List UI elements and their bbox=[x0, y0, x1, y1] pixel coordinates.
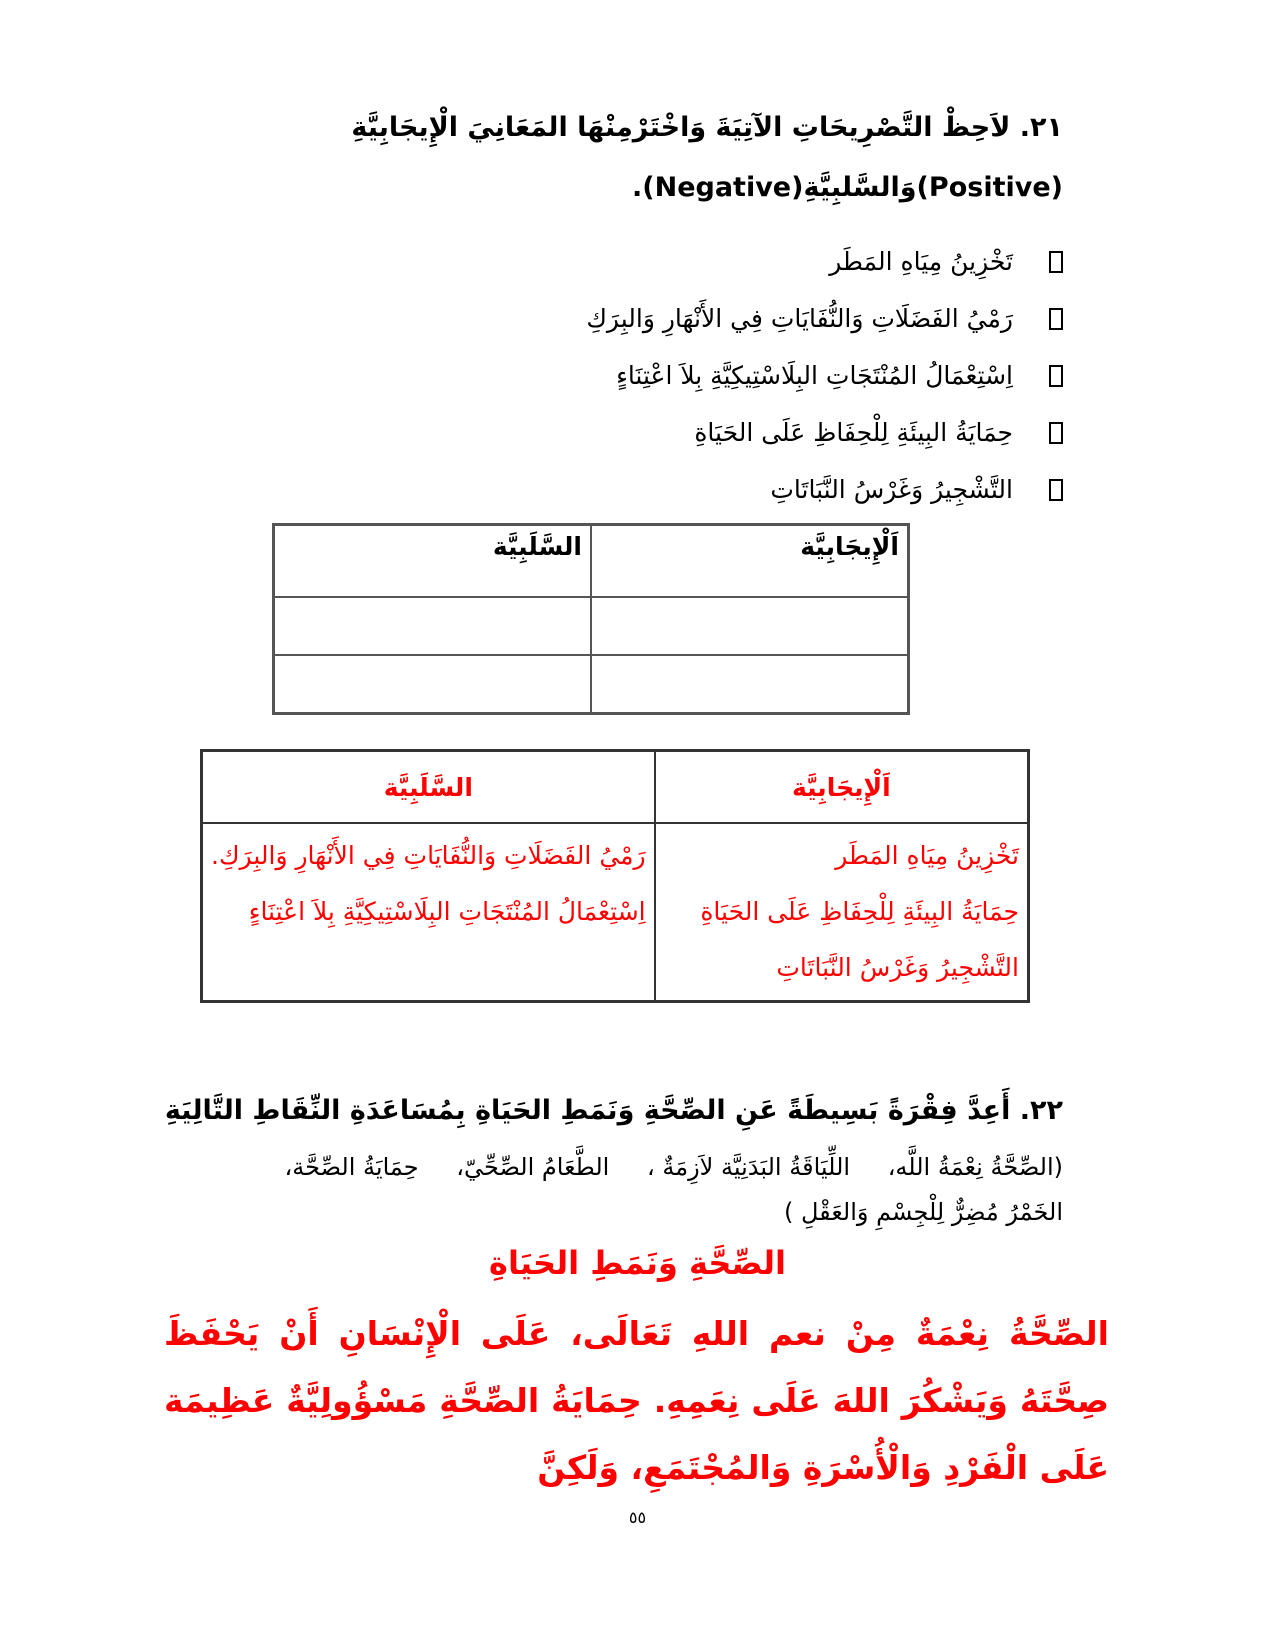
statement-text: التَّشْجِيرُ وَغَرْسُ النَّبَاتَاتِ bbox=[770, 475, 1013, 504]
positive-header: اَلْإِيجَابِيَّة bbox=[591, 525, 909, 598]
checkbox-icon[interactable] bbox=[1049, 251, 1063, 273]
hint-item: اللِّيَاقَةُ البَدَنِيَّة لاَزِمَةٌ ، bbox=[646, 1153, 851, 1181]
answer-item: التَّشْجِيرُ وَغَرْسُ النَّبَاتَاتِ bbox=[776, 953, 1019, 982]
answer-positive-cell bbox=[655, 823, 1029, 1002]
statement-list bbox=[443, 233, 1063, 518]
checkbox-icon[interactable] bbox=[1049, 422, 1063, 444]
q21-title-line1: ٢١. لاَحِظْ التَّصْرِيحَاتِ الآتِيَةَ وَاخْتَرْمِنْهَا المَعَانِيَ الْإِيجَابِيَّةِ bbox=[351, 112, 1063, 143]
answer-item: تَخْزِينُ مِيَاهِ المَطَر bbox=[835, 841, 1019, 870]
answer-negative-header: السَّلَبِيَّة bbox=[202, 751, 655, 824]
page-number: ٥٥ bbox=[628, 1508, 647, 1527]
statement-text: رَمْيُ الفَضَلَاتِ وَالنُّفَايَاتِ فِي الأَنْهَارِ وَالبِرَكِ bbox=[586, 304, 1013, 333]
answer-table bbox=[200, 749, 1030, 1003]
answer-item: حِمَايَةُ البِيئَةِ لِلْحِفَاظِ عَلَى الحَيَاةِ bbox=[700, 897, 1019, 926]
answer-positive-header: اَلْإِيجَابِيَّة bbox=[655, 751, 1029, 824]
hint-item: الطَّعَامُ الصِّحِّيّ، bbox=[456, 1153, 610, 1181]
blank-cell[interactable] bbox=[591, 597, 909, 655]
negative-header: السَّلَبِيَّة bbox=[274, 525, 592, 598]
statement-item bbox=[443, 290, 1063, 347]
blank-classification-table bbox=[272, 523, 910, 715]
hints-line1 bbox=[255, 1153, 1064, 1181]
checkbox-icon[interactable] bbox=[1049, 365, 1063, 387]
answer-negative-cell bbox=[202, 823, 655, 1002]
statement-item bbox=[443, 347, 1063, 404]
statement-text: اِسْتِعْمَالُ المُنْتَجَاتِ البِلَاسْتِيكِيَّةِ بِلاَ اعْتِنَاءٍ bbox=[616, 361, 1013, 390]
q21-title-line2: (Positive)وَالسَّلبِيَّةِ(Negative). bbox=[631, 172, 1063, 203]
answer-item: رَمْيُ الفَضَلَاتِ وَالنُّفَايَاتِ فِي الأَنْهَارِ وَالبِرَكِ. bbox=[211, 841, 646, 870]
checkbox-icon[interactable] bbox=[1049, 479, 1063, 501]
blank-cell[interactable] bbox=[274, 655, 592, 714]
statement-text: تَخْزِينُ مِيَاهِ المَطَر bbox=[829, 247, 1013, 276]
blank-cell[interactable] bbox=[274, 597, 592, 655]
hints-line2: الخَمْرُ مُضِرٌّ لِلْجِسْمِ وَالعَقْلِ ) bbox=[784, 1198, 1063, 1226]
essay-paragraph: الصِّحَّةُ نِعْمَةٌ مِنْ نعم اللهِ تَعَالَى، عَلَى الْإِنْسَانِ أَنْ يَحْفَظَ صِحَّتَهُ وَيَشْكُرَ اللهَ عَلَى نِعَمِهِ. حِمَايَةُ الصِّحَّةِ مَسْؤُولِيَّةٌ عَظِيمَة عَلَى الْفَرْدِ وَالْأُسْرَةِ وَالمُجْتَمَعِ، وَلَكِنَّ bbox=[164, 1314, 1109, 1487]
hint-item: (الصِّحَّةُ نِعْمَةُ اللَّه، bbox=[887, 1153, 1063, 1181]
essay-title: الصِّحَّةِ وَنَمَطِ الحَيَاةِ bbox=[489, 1244, 786, 1282]
hint-item: حِمَايَةُ الصِّحَّة، bbox=[284, 1153, 419, 1181]
checkbox-icon[interactable] bbox=[1049, 308, 1063, 330]
statement-item bbox=[443, 233, 1063, 290]
statement-text: حِمَايَةُ البِيئَةِ لِلْحِفَاظِ عَلَى الحَيَاةِ bbox=[694, 418, 1013, 447]
answer-item: اِسْتِعْمَالُ المُنْتَجَاتِ البِلَاسْتِيكِيَّةِ بِلاَ اعْتِنَاءٍ bbox=[248, 897, 646, 926]
statement-item bbox=[443, 404, 1063, 461]
statement-item bbox=[443, 461, 1063, 518]
blank-cell[interactable] bbox=[591, 655, 909, 714]
q22-prompt: ٢٢. أَعِدَّ فِقْرَةً بَسِيطَةً عَنِ الصِّحَّةِ وَنَمَطِ الحَيَاةِ بِمُسَاعَدَةِ النِّقَاطِ التَّالِيَةِ bbox=[164, 1095, 1063, 1126]
